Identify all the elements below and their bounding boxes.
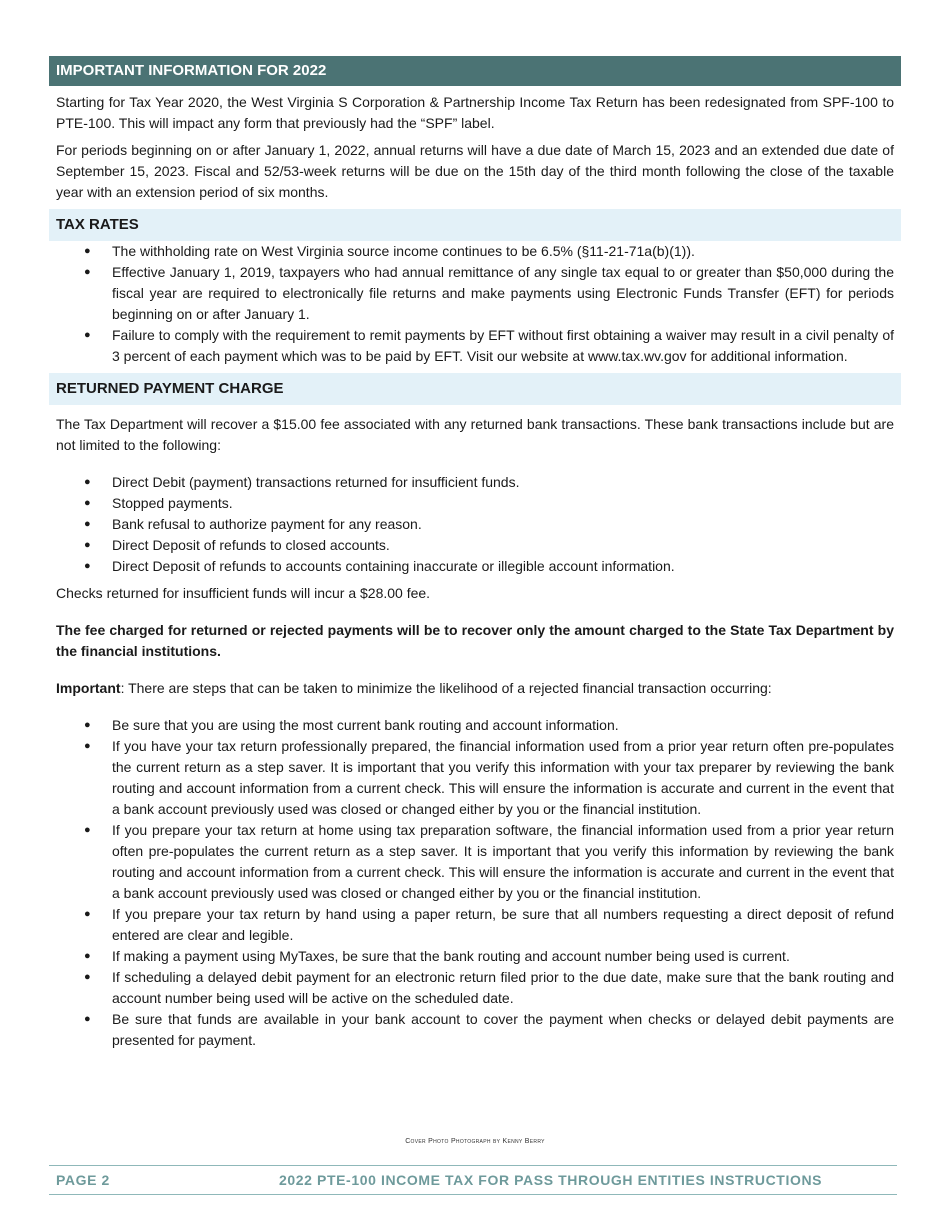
bullet-icon: ● <box>84 539 91 551</box>
list-item: ● Effective January 1, 2019, taxpayers who had annual remittance of any single tax equal to or greater than $50,000 during the fiscal year are required to electronically file returns and make payments using Electronic Funds Transfer (EFT) for periods beginning on or after January 1. <box>84 264 894 322</box>
list-item: ● Be sure that funds are available in your bank account to cover the payment when checks or delayed debit payments are presented for payment. <box>84 1011 894 1048</box>
bullet-icon: ● <box>84 476 91 488</box>
page-number: PAGE 2 <box>56 1172 110 1188</box>
list-item: ● If making a payment using MyTaxes, be sure that the bank routing and account number being used is current. <box>112 946 894 967</box>
list-item: ● Stopped payments. <box>112 493 894 514</box>
list-item: ● If you prepare your tax return at home using tax preparation software, the financial information used from a prior year return often pre-populates the current return as a step saver. It is important that you verify this information by reviewing the bank routing and account information from a current check. This will ensure the information is accurate and current in the event that a bank account previously used was closed or changed either by you or the financial institution. <box>84 822 894 901</box>
list-item: ● Be sure that you are using the most current bank routing and account information. <box>112 715 894 736</box>
bullet-icon: ● <box>84 497 91 509</box>
list-item: ● Direct Deposit of refunds to accounts containing inaccurate or illegible account information. <box>112 556 894 577</box>
bullet-icon: ● <box>84 1013 91 1025</box>
bullet-icon: ● <box>84 266 91 278</box>
list-item: ● Direct Debit (payment) transactions returned for insufficient funds. <box>112 472 894 493</box>
bullet-icon: ● <box>84 329 91 341</box>
checks-fee-note: Checks returned for insufficient funds will incur a $28.00 fee. <box>56 585 431 601</box>
bullet-icon: ● <box>84 719 91 731</box>
list-item: ● The withholding rate on West Virginia source income continues to be 6.5% (§11-21-71a(b)(1)). <box>112 241 894 262</box>
important-paragraph-1: Starting for Tax Year 2020, the West Virginia S Corporation & Partnership Income Tax Return has been redesignated from SPF-100 to PTE-100. This will impact any form that previously had the “SPF” label. <box>56 94 894 131</box>
bullet-icon: ● <box>84 908 91 920</box>
important-info-heading: IMPORTANT INFORMATION FOR 2022 <box>49 56 901 86</box>
bullet-icon: ● <box>84 518 91 530</box>
list-item: ● Failure to comply with the requirement to remit payments by EFT without first obtaining a waiver may result in a civil penalty of 3 percent of each payment which was to be paid by EFT. Visit our website at www.tax.wv.gov for additional information. <box>84 327 894 364</box>
returned-payment-heading: RETURNED PAYMENT CHARGE <box>49 373 901 405</box>
list-item: ● Direct Deposit of refunds to closed accounts. <box>112 535 894 556</box>
returned-payment-intro: The Tax Department will recover a $15.00 fee associated with any returned bank transactions. These bank transactions include but are not limited to the following: <box>56 416 894 453</box>
prevention-steps-list <box>49 715 901 1051</box>
bullet-icon: ● <box>84 560 91 572</box>
footer-title: 2022 PTE-100 INCOME TAX FOR PASS THROUGH ENTITIES INSTRUCTIONS <box>279 1172 823 1188</box>
important-paragraph-2: For periods beginning on or after January 1, 2022, annual returns will have a due date of March 15, 2023 and an extended due date of September 15, 2023. Fiscal and 52/53-week returns will be due on the 15th day of the third month following the close of the taxable year with an extension period of six months. <box>56 142 894 200</box>
list-item: ● Bank refusal to authorize payment for any reason. <box>112 514 894 535</box>
document-page <box>49 56 901 1051</box>
page-footer <box>49 1165 897 1195</box>
returned-transactions-list <box>49 472 901 577</box>
bullet-icon: ● <box>84 971 91 983</box>
list-item: ● If scheduling a delayed debit payment for an electronic return filed prior to the due date, make sure that the bank routing and account number being used will be active on the scheduled date. <box>84 969 894 1006</box>
list-item: ● If you prepare your tax return by hand using a paper return, be sure that all numbers requesting a direct deposit of refund entered are clear and legible. <box>84 906 894 943</box>
bullet-icon: ● <box>84 824 91 836</box>
bullet-icon: ● <box>84 245 91 257</box>
tax-rates-heading: TAX RATES <box>49 209 901 241</box>
bullet-icon: ● <box>84 950 91 962</box>
cover-photo-credit: Cover Photo Photograph by Kenny Berry <box>405 1138 545 1145</box>
fee-charged-note: The fee charged for returned or rejected payments will be to recover only the amount charged to the State Tax Department by the financial institutions. <box>56 622 894 659</box>
list-item: ● If you have your tax return professionally prepared, the financial information used from a prior year return often pre-populates the current return as a step saver. It is important that you verify this information with your tax preparer by reviewing the bank routing and account information from a current check. This will ensure the information is accurate and current in the event that a bank account previously used was closed or changed either by you or the financial institution. <box>84 738 894 817</box>
important-label: Important <box>56 680 121 696</box>
important-steps-intro: Important: There are steps that can be taken to minimize the likelihood of a rejected financial transaction occurring: <box>56 680 772 696</box>
bullet-icon: ● <box>84 740 91 752</box>
tax-rates-list <box>49 241 901 367</box>
